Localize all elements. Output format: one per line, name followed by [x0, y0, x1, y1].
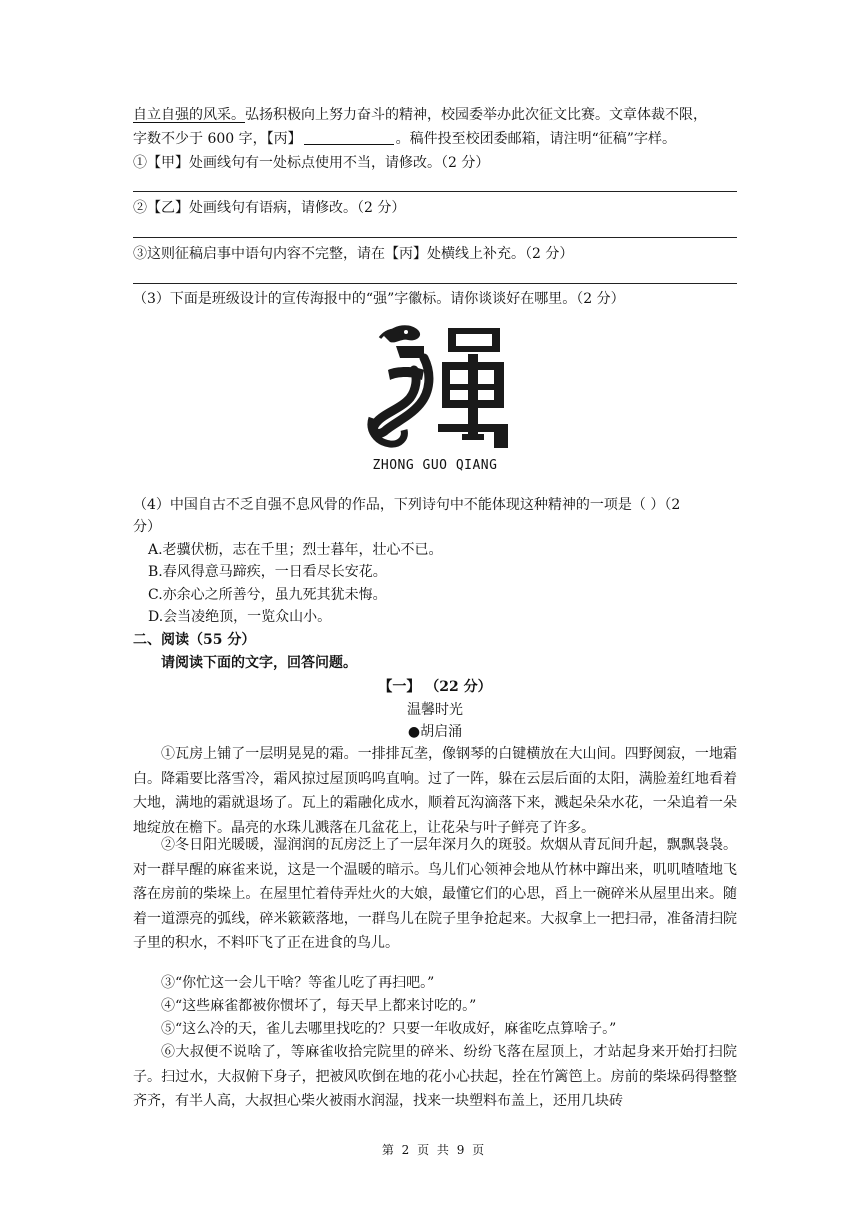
paragraph-3: ③“你忙这一会儿干啥？等雀儿吃了再扫吧。”: [161, 975, 435, 991]
q2-sub2: ②【乙】处画线句有语病，请修改。（2 分）: [133, 200, 406, 216]
q4-prompt-line2: 分）: [133, 519, 161, 535]
article-title: 温馨时光: [407, 702, 463, 718]
paragraph-5: ⑤“这么冷的天，雀儿去哪里找吃的？只要一年收成好，麻雀吃点算啥子。”: [161, 1021, 617, 1037]
option-a[interactable]: A.老骥伏枥，志在千里；烈士暮年，壮心不已。: [148, 542, 443, 558]
paragraph-2: ②冬日阳光暖暖，湿润润的瓦房泛上了一层年深月久的斑驳。炊烟从青瓦间升起，飘飘袅袅。对一群早醒的麻雀来说，这是一个温暖的暗示。鸟儿们心领神会地从竹林中蹿出来，叽叽喳喳地飞落在房前的柴垛上。在屋里忙着侍弄灶火的大娘，最懂它们的心思，舀上一碗碎米从屋里出来。随着一道漂亮的弧线，碎米簌簌落地，一群鸟儿在院子里争抢起来。大叔拿上一把扫帚，准备清扫院子里的积水，不料吓飞了正在进食的鸟儿。: [133, 837, 737, 951]
option-b[interactable]: B.春风得意马蹄疾，一日看尽长安花。: [148, 564, 387, 580]
answer-line-1[interactable]: [133, 191, 737, 192]
logo-caption: ZHONG GUO QIANG: [372, 458, 498, 473]
intro-line-1-rest: 弘扬积极向上努力奋斗的精神，校园委举办此次征文比赛。文章体裁不限，: [245, 107, 707, 123]
intro-line-2: [133, 128, 676, 151]
intro-line-2-part1: 字数不少于 600 字，【丙】: [133, 131, 302, 147]
reading-instruction: 请阅读下面的文字，回答问题。: [161, 655, 357, 671]
fill-blank-bing[interactable]: [304, 130, 394, 145]
option-d[interactable]: D.会当凌绝顶，一览众山小。: [148, 609, 332, 625]
intro-line-2-part2: 。稿件投至校团委邮箱，请注明“征稿”字样。: [395, 131, 676, 147]
qiang-logo-image: [366, 318, 514, 450]
part-label: 【一】 （22 分）: [378, 679, 492, 695]
q2-sub1: ①【甲】处画线句有一处标点使用不当，请修改。（2 分）: [133, 155, 490, 171]
underlined-phrase: 自立自强的风采。: [133, 107, 245, 123]
q2-sub3: ③这则征稿启事中语句内容不完整，请在【丙】处横线上补充。（2 分）: [133, 246, 574, 262]
paragraph-6: ⑥大叔便不说啥了，等麻雀收拾完院里的碎米、纷纷飞落在屋顶上，才站起身来开始打扫院子。扫过水，大叔俯下身子，把被风吹倒在地的花小心扶起，拴在竹篱笆上。房前的柴垛码得整整齐齐，有半人高，大叔担心柴火被雨水润湿，找来一块塑料布盖上，还用几块砖: [133, 1044, 737, 1109]
paragraph-4: ④“这些麻雀都被你惯坏了，每天早上都来讨吃的。”: [161, 998, 477, 1014]
q3-prompt: （3）下面是班级设计的宣传海报中的“强”字徽标。请你谈谈好在哪里。（2 分）: [133, 291, 625, 307]
answer-line-3[interactable]: [133, 283, 737, 284]
intro-line-1: [133, 104, 707, 127]
section-heading: 二、阅读（55 分）: [133, 632, 256, 648]
paragraph-1: ①瓦房上铺了一层明晃晃的霜。一排排瓦垄，像钢琴的白键横放在大山间。四野阒寂，一地霜白。降霜要比落雪冷，霜风掠过屋顶呜呜直响。过了一阵，躲在云层后面的太阳，满脸羞红地看着大地，满地的霜就退场了。瓦上的霜融化成水，顺着瓦沟滴落下来，溅起朵朵水花，一朵追着一朵地绽放在檐下。晶亮的水珠儿溅落在几盆花上，让花朵与叶子鲜亮了许多。: [133, 746, 737, 836]
article-author: ●胡启涌: [407, 724, 463, 740]
page-number-footer: 第 2 页 共 9 页: [381, 1143, 487, 1157]
q4-prompt-line1: （4）中国自古不乏自强不息风骨的作品，下列诗句中不能体现这种精神的一项是（ ）（2: [133, 497, 681, 513]
answer-line-2[interactable]: [133, 237, 737, 238]
qiang-character-logo: [366, 318, 514, 450]
option-c[interactable]: C.亦余心之所善兮，虽九死其犹未悔。: [148, 587, 387, 603]
